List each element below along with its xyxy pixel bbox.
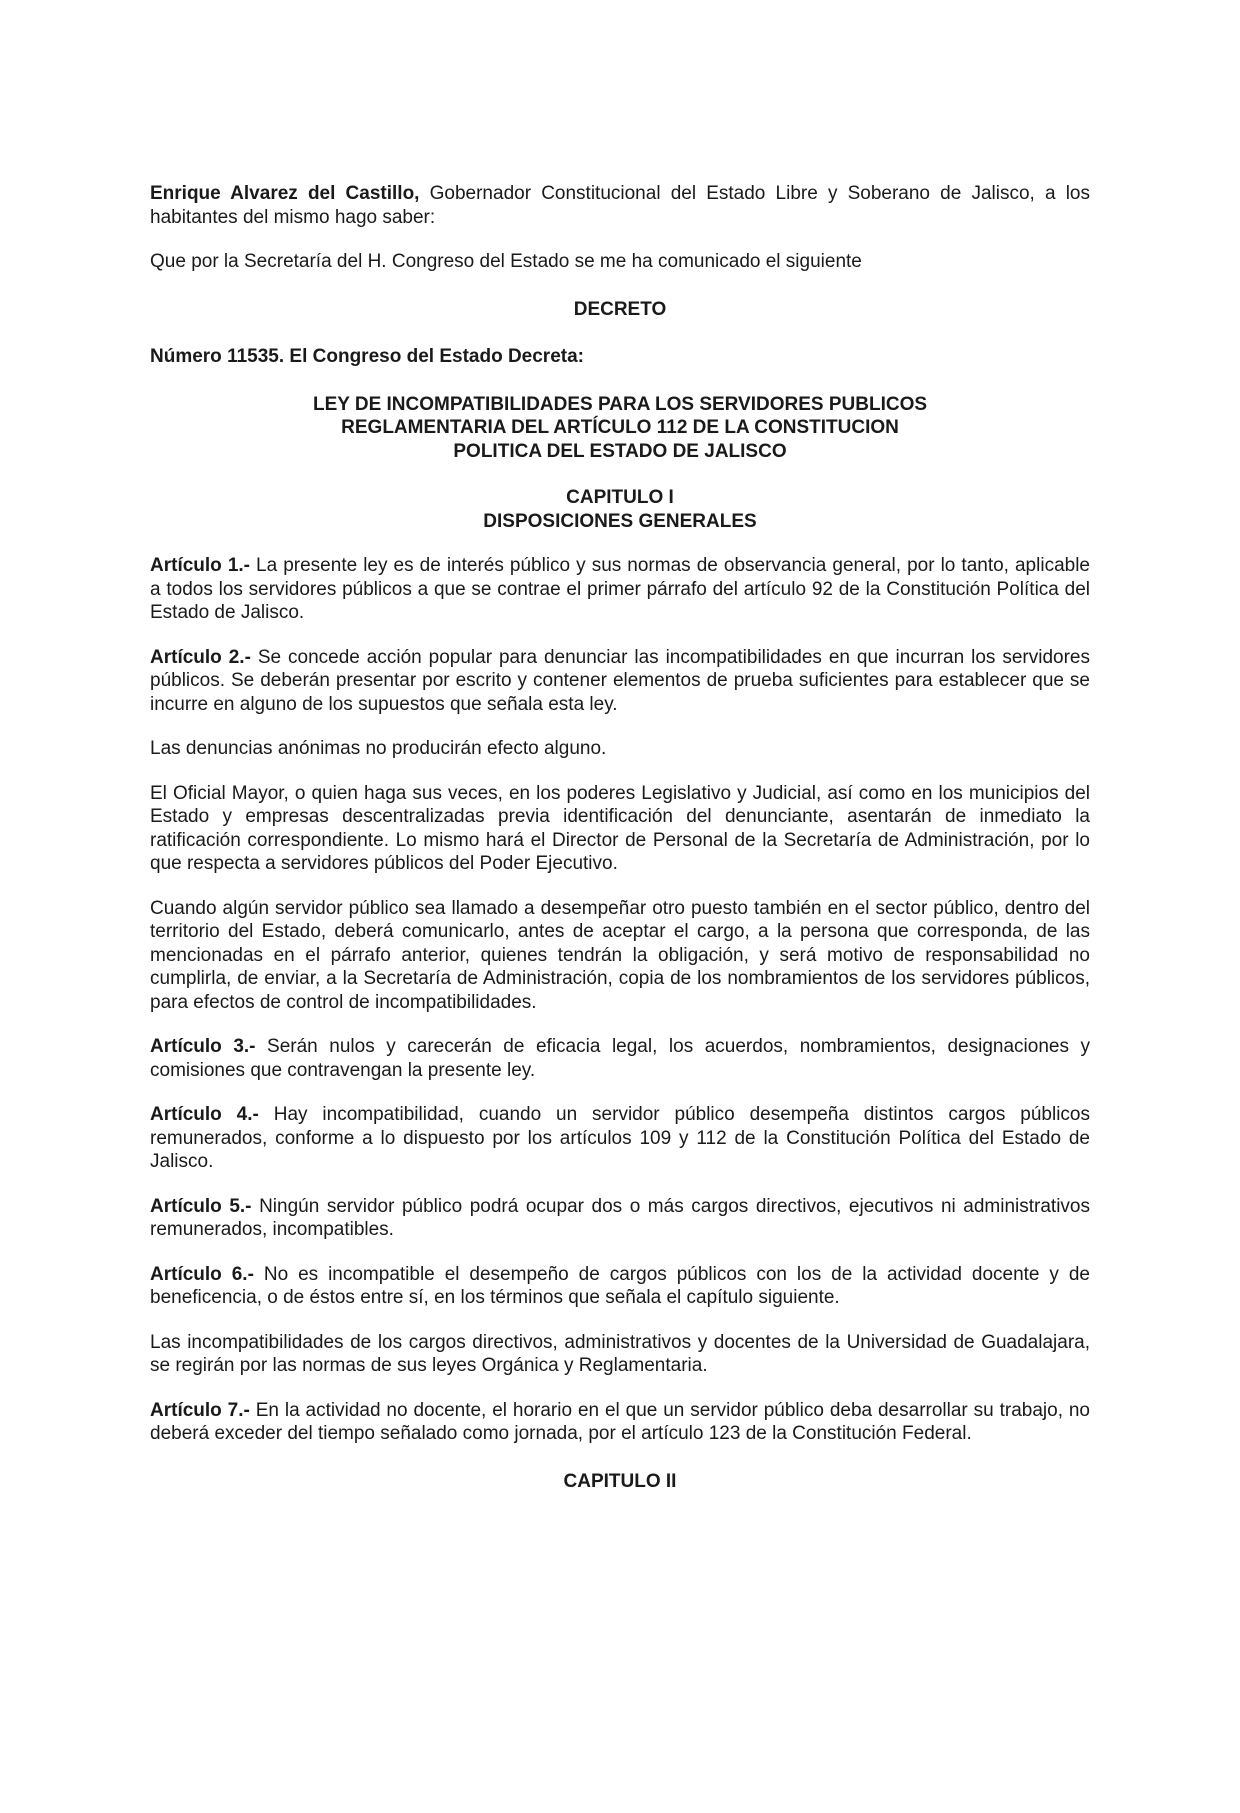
article-text: Serán nulos y carecerán de eficacia legal, los acuerdos, nombramientos, designaciones y comisiones que contravengan la presente ley. <box>150 1036 1090 1081</box>
article-label: Artículo 2.- <box>150 646 251 668</box>
document-page <box>150 182 1090 1493</box>
article-text: El Oficial Mayor, o quien haga sus veces, en los poderes Legislativo y Judicial, así como en los municipios del Estado y empresas descentralizadas previa identificación del denunciante, asentarán de inmediato la ratificación correspondiente. Lo mismo hará el Director de Personal de la Secretaría de Administración, por lo que respecta a servidores públicos del Poder Ejecutivo. <box>150 782 1090 874</box>
decree-number-text: Número 11535. El Congreso del Estado Decreta: <box>150 346 584 367</box>
article-6 <box>150 1263 1090 1310</box>
article-label: Artículo 5.- <box>150 1195 252 1217</box>
communication-paragraph: Que por la Secretaría del H. Congreso del Estado se me ha comunicado el siguiente <box>150 251 862 272</box>
chapter-number: CAPITULO I <box>566 487 674 508</box>
article-text: En la actividad no docente, el horario en el que un servidor público deba desarrollar su trabajo, no deberá exceder del tiempo señalado como jornada, por el artículo 123 de la Constitución Federal. <box>150 1399 1090 1444</box>
article-text: Hay incompatibilidad, cuando un servidor público desempeña distintos cargos públicos remunerados, conforme a lo dispuesto por los artículos 109 y 112 de la Constitución Política del Estado de Jalisco. <box>150 1104 1090 1172</box>
chapter-2-heading: CAPITULO II <box>563 1470 677 1492</box>
chapter-1-heading <box>150 486 1090 533</box>
law-title-line: POLITICA DEL ESTADO DE JALISCO <box>453 440 787 462</box>
law-title-line: LEY DE INCOMPATIBILIDADES PARA LOS SERVIDORES PUBLICOS <box>312 393 928 415</box>
article-label: Artículo 7.- <box>150 1399 250 1421</box>
article-7 <box>150 1399 1090 1446</box>
article-label: Artículo 3.- <box>150 1036 256 1057</box>
article-text: Las incompatibilidades de los cargos directivos, administrativos y docentes de la Universidad de Guadalajara, se regirán por las normas de sus leyes Orgánica y Reglamentaria. <box>150 1331 1090 1376</box>
article-2-paragraph <box>150 782 1090 876</box>
article-4 <box>150 1103 1090 1174</box>
article-label: Artículo 6.- <box>150 1263 254 1285</box>
article-2-paragraph <box>150 897 1090 1015</box>
article-1 <box>150 554 1090 625</box>
article-text: No es incompatible el desempeño de cargos públicos con los de la actividad docente y de beneficencia, o de éstos entre sí, en los términos que señala el capítulo siguiente. <box>150 1263 1091 1308</box>
article-text: Ningún servidor público podrá ocupar dos o más cargos directivos, ejecutivos ni administrativos remunerados, incompatibles. <box>150 1195 1091 1240</box>
article-6-paragraph <box>150 1331 1090 1378</box>
article-text: La presente ley es de interés público y sus normas de observancia general, por lo tanto, aplicable a todos los servidores públicos a que se contrae el primer párrafo del artículo 92 de la Constitución Política del Estado de Jalisco. <box>150 555 1090 623</box>
law-title-line: REGLAMENTARIA DEL ARTÍCULO 112 DE LA CONSTITUCION <box>341 417 899 438</box>
governor-name: Enrique Alvarez del Castillo, <box>150 183 420 204</box>
decreto-heading: DECRETO <box>573 298 667 320</box>
article-2 <box>150 646 1090 717</box>
article-text: Las denuncias anónimas no producirán efecto alguno. <box>150 738 607 759</box>
intro-text: Gobernador Constitucional del Estado Libre y Soberano de Jalisco, a los habitantes del mismo hago saber: <box>150 183 1090 228</box>
decree-number <box>150 345 1090 369</box>
article-3 <box>150 1035 1090 1082</box>
article-text: Se concede acción popular para denunciar las incompatibilidades en que incurran los servidores públicos. Se deberán presentar por escrito y contener elementos de prueba suficientes para establecer que se incurre en alguno de los supuestos que señala esta ley. <box>150 646 1091 715</box>
article-label: Artículo 1.- <box>150 555 250 576</box>
article-5 <box>150 1195 1090 1242</box>
article-text: Cuando algún servidor público sea llamado a desempeñar otro puesto también en el sector público, dentro del territorio del Estado, deberá comunicarlo, antes de aceptar el cargo, a la persona que corresponda, de las mencionadas en el párrafo anterior, quienes tendrán la obligación, y será motivo de responsabilidad no cumplirla, de enviar, a la Secretaría de Administración, copia de los nombramientos de los servidores públicos, para efectos de control de incompatibilidades. <box>150 897 1090 1013</box>
article-2-paragraph <box>150 737 1090 761</box>
article-label: Artículo 4.- <box>150 1104 259 1125</box>
law-title <box>150 393 1090 464</box>
chapter-name: DISPOSICIONES GENERALES <box>483 510 757 532</box>
intro-paragraph <box>150 182 1090 229</box>
